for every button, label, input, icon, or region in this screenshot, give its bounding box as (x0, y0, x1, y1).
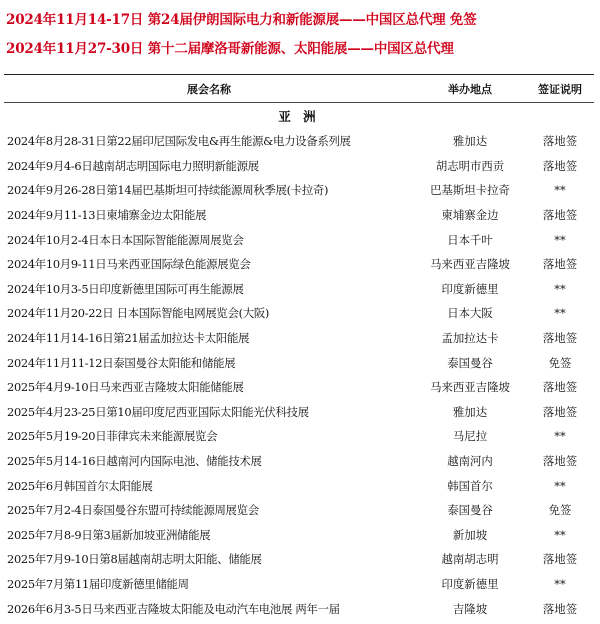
location-cell: 雅加达 (452, 134, 488, 149)
visa-cell: 落地签 (542, 601, 578, 616)
location-cell: 吉隆坡 (452, 601, 488, 616)
location-cell: 马尼拉 (452, 429, 488, 444)
table-row (4, 375, 594, 400)
visa-cell: 落地签 (542, 552, 578, 567)
visa-cell: 免签 (548, 355, 572, 370)
table-row (4, 301, 594, 326)
location-cell: 马来西亚吉隆坡 (430, 257, 510, 272)
table-row (4, 154, 594, 179)
exhibition-name-cell: 2025年4月23-25日第10届印度尼西亚国际太阳能光伏科技展 (7, 404, 309, 419)
exhibition-name-cell: 2024年8月28-31日第22届印尼国际发电&再生能源&电力设备系列展 (7, 134, 351, 149)
table-row (4, 424, 594, 449)
exhibition-name-cell: 2025年5月19-20日菲律宾未来能源展览会 (7, 429, 218, 444)
exhibition-name-cell: 2025年5月14-16日越南河内国际电池、储能技术展 (7, 454, 262, 469)
exhibition-name-cell: 2024年9月11-13日柬埔寨金边太阳能展 (7, 208, 207, 223)
visa-cell: 免签 (548, 503, 572, 518)
exhibition-name-cell: 2024年11月14-16日第21届孟加拉达卡太阳能展 (7, 331, 250, 346)
table-row (4, 473, 594, 498)
table-row (4, 498, 594, 523)
visa-cell: ** (554, 183, 566, 198)
exhibition-table (4, 74, 594, 621)
exhibition-name-cell: 2025年7月第11届印度新德里储能周 (7, 576, 189, 591)
location-cell: 新加坡 (452, 527, 488, 542)
table-row (4, 203, 594, 228)
exhibition-name-cell: 2024年9月26-28日第14届巴基斯坦可持续能源周秋季展(卡拉奇) (7, 183, 329, 198)
location-cell: 雅加达 (452, 404, 488, 419)
visa-cell: ** (554, 576, 566, 591)
location-cell: 孟加拉达卡 (441, 331, 499, 346)
location-cell: 巴基斯坦卡拉奇 (430, 183, 510, 198)
visa-cell: 落地签 (542, 158, 578, 173)
table-row (4, 277, 594, 302)
location-cell: 韩国首尔 (447, 478, 493, 493)
table-row (4, 523, 594, 548)
location-cell: 泰国曼谷 (447, 355, 493, 370)
table-row (4, 227, 594, 252)
table-row (4, 596, 594, 621)
visa-cell: ** (554, 429, 566, 444)
visa-cell: 落地签 (542, 380, 578, 395)
visa-cell: ** (554, 478, 566, 493)
table-row (4, 326, 594, 351)
location-cell: 柬埔寨金边 (441, 208, 499, 223)
exhibition-name-cell: 2024年10月9-11日马来西亚国际绿色能源展览会 (7, 257, 251, 272)
table-row (4, 129, 594, 154)
visa-cell: ** (554, 281, 566, 296)
table-header-row (4, 75, 594, 103)
header-exhibition-name: 展会名称 (187, 82, 231, 96)
exhibition-name-cell: 2025年7月8-9日第3届新加坡亚洲储能展 (7, 527, 211, 542)
location-cell: 印度新德里 (441, 281, 499, 296)
location-cell: 泰国曼谷 (447, 503, 493, 518)
visa-cell: ** (554, 527, 566, 542)
location-cell: 越南胡志明 (441, 552, 499, 567)
exhibition-name-cell: 2025年6月韩国首尔太阳能展 (7, 478, 153, 493)
headline-morocco-expo: 2024年11月27-30日 第十二届摩洛哥新能源、太阳能展——中国区总代理 (6, 41, 454, 57)
table-row (4, 572, 594, 597)
region-label: 亚 洲 (278, 109, 320, 124)
exhibition-name-cell: 2025年7月9-10日第8届越南胡志明太阳能、储能展 (7, 552, 262, 567)
location-cell: 越南河内 (447, 454, 493, 469)
visa-cell: ** (554, 306, 566, 321)
header-location: 举办地点 (448, 82, 492, 96)
location-cell: 印度新德里 (441, 576, 499, 591)
exhibition-name-cell: 2024年9月4-6日越南胡志明国际电力照明新能源展 (7, 158, 259, 173)
table-row (4, 350, 594, 375)
location-cell: 日本千叶 (447, 232, 493, 247)
visa-cell: 落地签 (542, 454, 578, 469)
exhibition-name-cell: 2024年11月20-22日 日本国际智能电网展览会(大阪) (7, 306, 270, 321)
visa-cell: 落地签 (542, 257, 578, 272)
location-cell: 日本大阪 (447, 306, 493, 321)
table-row (4, 449, 594, 474)
exhibition-name-cell: 2025年4月9-10日马来西亚吉隆坡太阳能储能展 (7, 380, 244, 395)
exhibition-name-cell: 2025年7月2-4日泰国曼谷东盟可持续能源周展览会 (7, 503, 259, 518)
table-row (4, 178, 594, 203)
visa-cell: 落地签 (542, 208, 578, 223)
exhibition-name-cell: 2024年11月11-12日泰国曼谷太阳能和储能展 (7, 355, 236, 370)
table-row (4, 400, 594, 425)
region-row-asia (4, 103, 594, 130)
exhibition-name-cell: 2024年10月3-5日印度新德里国际可再生能源展 (7, 281, 244, 296)
location-cell: 胡志明市西贡 (435, 158, 505, 173)
visa-cell: 落地签 (542, 134, 578, 149)
visa-cell: ** (554, 232, 566, 247)
exhibition-name-cell: 2026年6月3-5日马来西亚吉隆坡太阳能及电动汽车电池展 两年一届 (7, 601, 340, 616)
exhibition-name-cell: 2024年10月2-4日本日本国际智能能源周展览会 (7, 232, 244, 247)
visa-cell: 落地签 (542, 331, 578, 346)
table-row (4, 252, 594, 277)
location-cell: 马来西亚吉隆坡 (430, 380, 510, 395)
visa-cell: 落地签 (542, 404, 578, 419)
headline-iran-expo: 2024年11月14-17日 第24届伊朗国际电力和新能源展——中国区总代理 免签 (6, 12, 477, 28)
table-row (4, 547, 594, 572)
header-visa-info: 签证说明 (538, 82, 582, 96)
